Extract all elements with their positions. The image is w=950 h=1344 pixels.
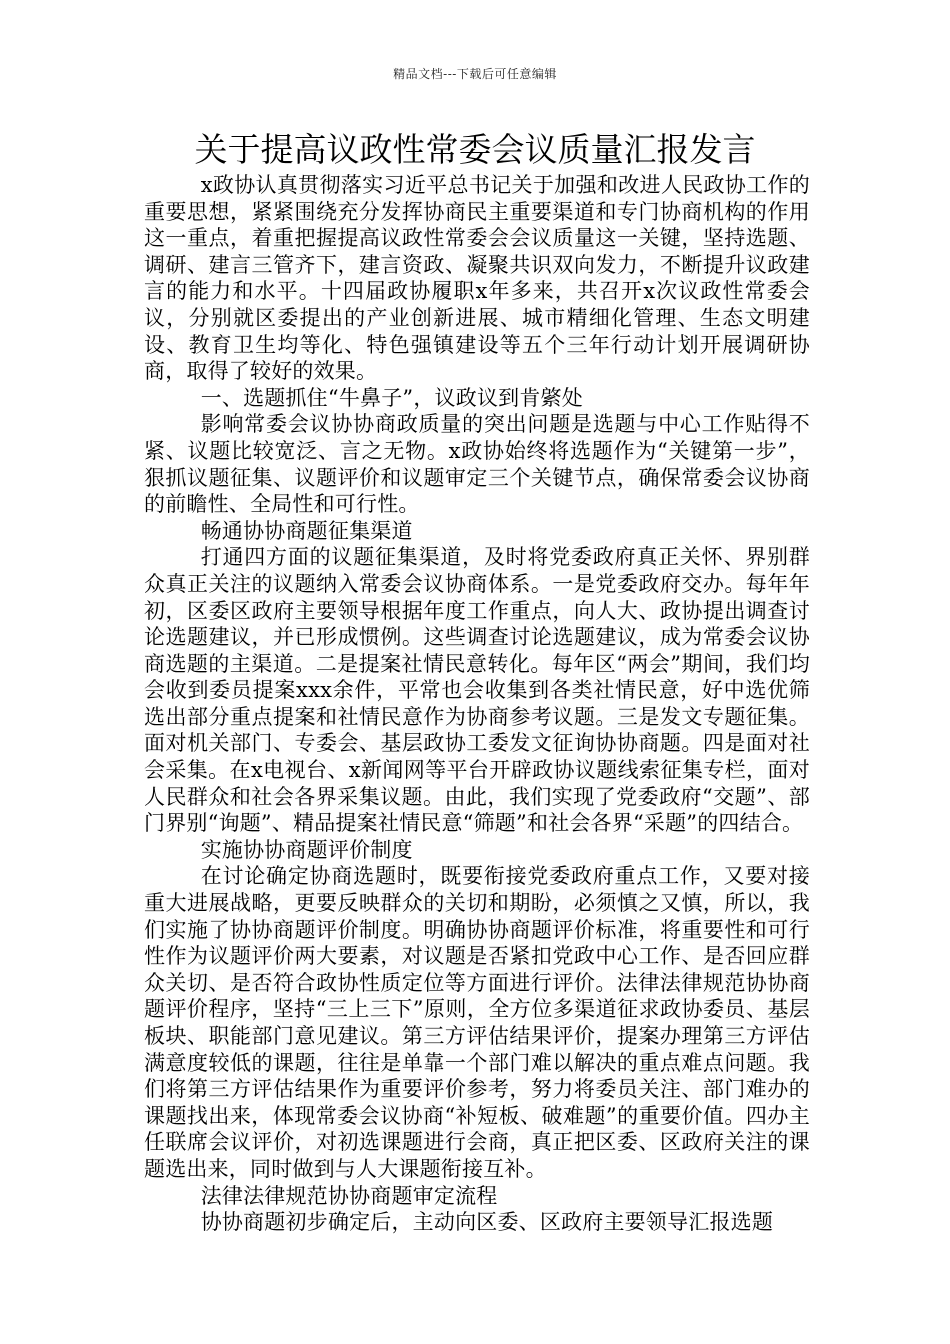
subsection-heading-collection: 畅通协协商题征集渠道 <box>200 518 413 543</box>
header-note: 精品文档---下载后可任意编辑 <box>393 67 557 81</box>
subsection-heading-evaluation: 实施协协商题评价制度 <box>200 837 413 862</box>
evaluation-paragraph: 在讨论确定协商选题时，既要衔接党委政府重点工作，又要对接重大进展战略，更要反映群众的关切和期盼，必须慎之又慎，所以，我们实施了协协商题评价制度。明确协协商题评价标准，将重要性和可行性作为议题评价两大要素，对议题是否紧扣党政中心工作、是否回应群众关切、是否符合政协性质定位等方面进行评价。法律法律规范协协商题评价程序，坚持“三上三下”原则，全方位多渠道征求政协委员、基层板块、职能部门意见建议。第三方评估结果评价，提案办理第三方评估满意度较低的课题，往往是单靠一个部门难以解决的重点难点问题。我们将第三方评估结果作为重要评价参考，努力将委员关注、部门难办的课题找出来，体现常委会议协商“补短板、破难题”的重要价值。四办主任联席会议评价，对初选课题进行会商，真正把区委、区政府关注的课题选出来，同时做到与人大课题衔接互补。 <box>144 864 810 1181</box>
review-paragraph: 协协商题初步确定后，主动向区委、区政府主要领导汇报选题 <box>200 1210 774 1235</box>
intro-paragraph: x政协认真贯彻落实习近平总书记关于加强和改进人民政协工作的重要思想，紧紧围绕充分发挥协商民主重要渠道和专门协商机构的作用这一重点，着重把握提高议政性常委会会议质量这一关键，坚持选题、调研、建言三管齐下，建言资政、凝聚共识双向发力，不断提升议政建言的能力和水平。十四届政协履职x年多来，共召开x次议政性常委会议，分别就区委提出的产业创新进展、城市精细化管理、生态文明建设、教育卫生均等化、特色强镇建设等五个三年行动计划开展调研协商，取得了较好的效果。 <box>144 173 810 384</box>
subsection-heading-review: 法律法律规范协协商题审定流程 <box>200 1183 498 1208</box>
section-1-paragraph: 影响常委会议协协商政质量的突出问题是选题与中心工作贴得不紧、议题比较宽泛、言之无物。x政协始终将选题作为“关键第一步”，狠抓议题征集、议题评价和议题审定三个关键节点，确保常委会议协商的前瞻性、全局性和可行性。 <box>144 412 810 517</box>
collection-paragraph: 打通四方面的议题征集渠道，及时将党委政府真正关怀、界别群众真正关注的议题纳入常委会议协商体系。一是党委政府交办。每年年初，区委区政府主要领导根据年度工作重点，向人大、政协提出调查讨论选题建议，并已形成惯例。这些调查讨论选题建议，成为常委会议协商选题的主渠道。二是提案社情民意转化。每年区“两会”期间，我们均会收到委员提案xxx余件，平常也会收集到各类社情民意，好中选优筛选出部分重点提案和社情民意作为协商参考议题。三是发文专题征集。面对机关部门、专委会、基层政协工委发文征询协协商题。四是面对社会采集。在x电视台、x新闻网等平台开辟政协议题线索征集专栏，面对人民群众和社会各界采集议题。由此，我们实现了党委政府“交题”、部门界别“询题”、精品提案社情民意“筛题”和社会各界“采题”的四结合。 <box>144 545 810 836</box>
document-title: 关于提高议政性常委会议质量汇报发言 <box>194 130 756 169</box>
document-body <box>144 172 810 1236</box>
section-heading-1: 一、选题抓住“牛鼻子”，议政议到肯綮处 <box>200 385 583 410</box>
